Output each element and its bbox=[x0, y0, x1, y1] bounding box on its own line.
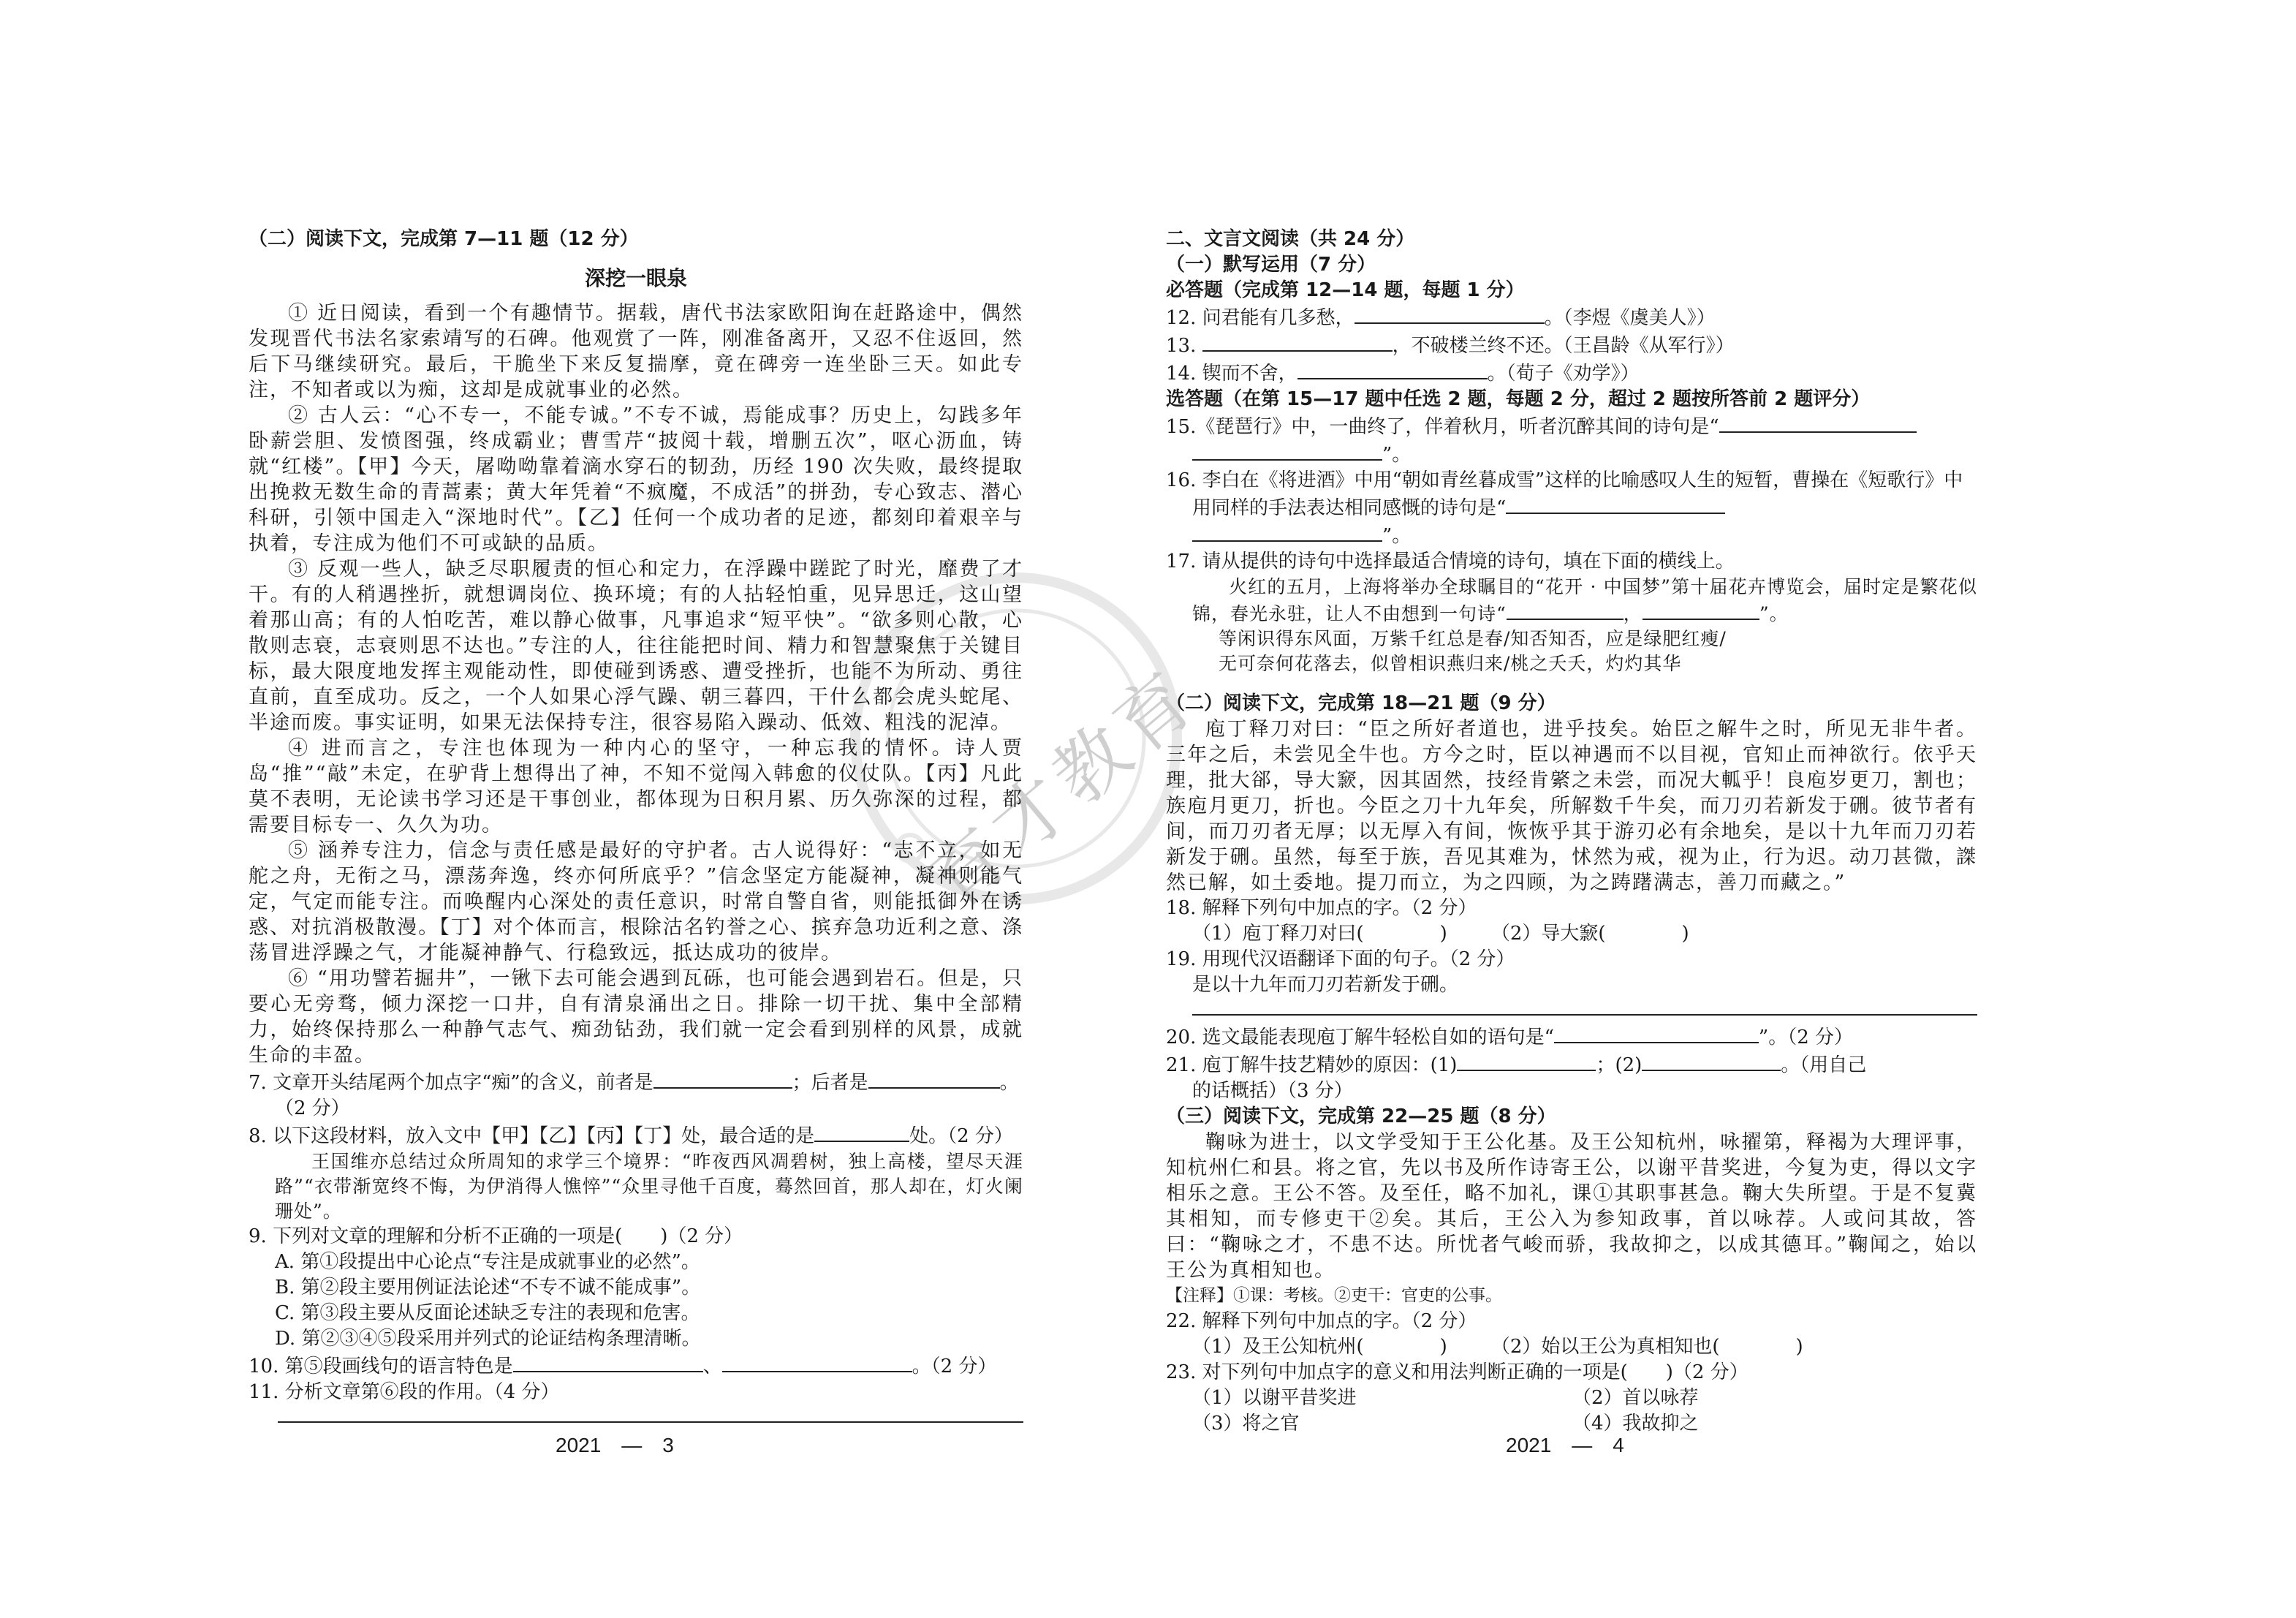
question-21: 21. 庖丁解牛技艺精妙的原因：(1) ；(2) 。（用自己 bbox=[1166, 1051, 1977, 1078]
answer-blank[interactable] bbox=[1355, 303, 1545, 324]
required-heading: 必答题（完成第 12—14 题，每题 1 分） bbox=[1166, 279, 1525, 301]
page-number-left: 2021 — 3 bbox=[556, 1434, 674, 1456]
question-21-cont: 的话概括）（3 分） bbox=[1192, 1080, 1353, 1102]
answer-blank[interactable] bbox=[1202, 331, 1393, 352]
option-d[interactable]: D. 第②③④⑤段采用并列式的论证结构条理清晰。 bbox=[275, 1328, 701, 1350]
answer-blank[interactable] bbox=[1297, 359, 1488, 379]
question-16-cont: ”。 bbox=[1166, 521, 1977, 549]
passage-2: 庖丁释刀对曰：“臣之所好者道也，进乎技矣。始臣之解牛之时，所见无非牛者。三年之后，未尝见全牛也。方今之时，臣以神遇而不以目视，官知止而神欲行。依乎天理，批大郤，导大窾，因其固然，技经肯綮之未尝，而况大軱乎！良庖岁更刀，割也；族庖月更刀，折也。今臣之刀十九年矣，所解数千牛矣，而刀刃若新发于硎。彼节者有间，而刀刃者无厚；以无厚入有间，恢恢乎其于游刃必有余地矣，是以十九年而刀刃若新发于硎。虽然，每至于族，吾见其难为，怵然为戒，视为止，行为迟。动刀甚微，謋然已解，如土委地。提刀而立，为之四顾，为之踌躇满志，善刀而藏之。” bbox=[1166, 718, 1977, 894]
answer-blank[interactable] bbox=[653, 1068, 792, 1089]
optional-heading: 选答题（在第 15—17 题中任选 2 题，每题 2 分，超过 2 题按所答前 2 题评分） bbox=[1166, 388, 1871, 410]
question-7-score: （2 分） bbox=[275, 1097, 350, 1119]
passage-3: 鞠咏为进士，以文学受知于王公化基。及王公知杭州，咏擢第，释褐为大理评事，知杭州仁和县。将之官，先以书及所作诗寄王公，以谢平昔奖进，今复为吏，得以文字相乐之意。王公不答。及至任，略不加礼，课①其职事甚急。鞠大失所望。于是不复冀其相知，而专修吏干②矣。其后，王公入为参知政事，首以咏荐。人或问其故，答曰：“鞠咏之才，不患不达。所忧者气峻而骄，我故抑之，以成其德耳。”鞠闻之，始以王公为真相知也。 bbox=[1166, 1131, 1977, 1282]
question-17-options-1: 等闲识得东风面，万紫千红总是春/知否知否，应是绿肥红瘦/ bbox=[1219, 628, 1727, 649]
paragraph-3: ③ 反观一些人，缺乏尽职履责的恒心和定力，在浮躁中蹉跎了时光，靡费了才干。有的人稍遇挫折，就想调岗位、换环境；有的人拈轻怕重，见异思迁，这山望着那山高；有的人怕吃苦，难以静心做事，凡事追求“短平快”。“欲多则心散，心散则志衰，志衰则思不达也。”专注的人，往往能把时间、精力和智慧聚焦于关键目标，最大限度地发挥主观能动性，即使碰到诱惑、遭受挫折，也能不为所动、勇往直前，直至成功。反之，一个人如果心浮气躁、朝三暮四，干什么都会虎头蛇尾、半途而废。事实证明，如果无法保持专注，很容易陷入躁动、低效、粗浅的泥淖。 bbox=[249, 558, 1023, 734]
watermark-text: 育才教育 bbox=[913, 652, 1215, 925]
question-13: 13. ，不破楼兰终不还。（王昌龄《从军行》） bbox=[1166, 331, 1977, 359]
question-22: 22. 解释下列句中加点的字。（2 分） bbox=[1166, 1310, 1477, 1332]
question-11: 11. 分析文章第⑥段的作用。（4 分） bbox=[249, 1381, 560, 1403]
answer-blank[interactable] bbox=[1506, 494, 1725, 514]
answer-line[interactable] bbox=[278, 1405, 1023, 1423]
section-heading: （二）阅读下文，完成第 7—11 题（12 分） bbox=[249, 228, 639, 250]
answer-blank[interactable] bbox=[814, 1122, 909, 1142]
question-17-options-2: 无可奈何花落去，似曾相识燕归来/桃之夭夭，灼灼其华 bbox=[1219, 653, 1682, 674]
page-number-right: 2021 — 4 bbox=[1506, 1434, 1624, 1456]
article-title: 深挖一眼泉 bbox=[584, 266, 687, 290]
answer-blank[interactable] bbox=[1192, 440, 1382, 461]
option-a[interactable]: A. 第①段提出中心论点“专注是成就事业的必然”。 bbox=[275, 1251, 700, 1273]
answer-line[interactable] bbox=[1192, 998, 1977, 1016]
answer-blank[interactable] bbox=[1554, 1023, 1759, 1043]
annotation-note: 【注释】①课：考核。②吏干：官吏的公事。 bbox=[1166, 1286, 1502, 1305]
left-page bbox=[249, 227, 1023, 1423]
answer-blank[interactable] bbox=[1192, 521, 1382, 542]
answer-blank[interactable] bbox=[1457, 1051, 1596, 1071]
option-b[interactable]: B. 第②段主要用例证法论述“不专不诚不能成事”。 bbox=[275, 1277, 701, 1298]
option-c[interactable]: C. 第③段主要从反面论述缺乏专注的表现和危害。 bbox=[275, 1302, 700, 1324]
question-22-items: （1）及王公知杭州( ) （2）始以王公为真相知也( ) bbox=[1192, 1336, 1803, 1358]
question-23-items-row2: （3）将之官 （4）我故抑之 bbox=[1192, 1413, 1699, 1434]
subsection-heading: （一）默写运用（7 分） bbox=[1166, 254, 1376, 276]
answer-blank[interactable] bbox=[868, 1068, 1000, 1089]
paragraph-1: ① 近日阅读，看到一个有趣情节。据载，唐代书法家欧阳询在赶路途中，偶然发现晋代书法名家索靖写的石碑。他观赏了一阵，刚准备离开，又忍不住返回，然后下马继续研究。最后，干脆坐下来反复揣摩，竟在碑旁一连坐卧三天。如此专注，不知者或以为痴，这却是成就事业的必然。 bbox=[249, 302, 1023, 401]
question-17: 17. 请从提供的诗句中选择最适合情境的诗句，填在下面的横线上。 bbox=[1166, 551, 1735, 572]
answer-blank[interactable] bbox=[1643, 600, 1759, 620]
answer-blank[interactable] bbox=[1507, 600, 1624, 620]
question-18: 18. 解释下列句中加点的字。（2 分） bbox=[1166, 897, 1477, 919]
question-15-cont: ”。 bbox=[1166, 440, 1977, 468]
question-12: 12. 问君能有几多愁， 。（李煜《虞美人》） bbox=[1166, 303, 1977, 331]
answer-blank[interactable] bbox=[1719, 412, 1917, 433]
paragraph-6: ⑥ “用功譬若掘井”，一锹下去可能会遇到瓦砾，也可能会遇到岩石。但是，只要心无旁骛，倾力深挖一口井，自有清泉涌出之日。排除一切干扰、集中全部精力，始终保持那么一种静气志气、痴劲钻劲，我们就一定会看到别样的风景，成就生命的丰盈。 bbox=[249, 967, 1023, 1067]
question-19-sentence: 是以十九年而刀刃若新发于硎。 bbox=[1192, 974, 1459, 996]
question-8-quote: 王国维亦总结过众所周知的求学三个境界：“昨夜西风凋碧树，独上高楼，望尽天涯路”“衣带渐宽终不悔，为伊消得人憔悴”“众里寻他千百度，蓦然回首，那人却在，灯火阑珊处”。 bbox=[275, 1151, 1023, 1222]
right-page bbox=[1166, 227, 1977, 1437]
question-10: 10. 第⑤段画线句的语言特色是 、 。（2 分） bbox=[249, 1352, 1023, 1380]
question-7: 7. 文章开头结尾两个加点字“痴”的含义，前者是 ；后者是 。 bbox=[249, 1068, 1023, 1096]
question-20: 20. 选文最能表现庖丁解牛轻松自如的语句是“ ”。（2 分） bbox=[1166, 1023, 1977, 1051]
section-heading: 二、文言文阅读（共 24 分） bbox=[1166, 228, 1415, 250]
question-17-context: 火红的五月，上海将举办全球瞩目的“花开 · 中国梦”第十届花卉博览会，届时定是繁花似锦，春光永驻，让人不由想到一句诗“ ， ”。 bbox=[1192, 576, 1977, 624]
answer-blank[interactable] bbox=[513, 1352, 703, 1372]
subsection-heading: （三）阅读下文，完成第 22—25 题（8 分） bbox=[1166, 1105, 1556, 1127]
question-16: 16. 李白在《将进酒》中用“朝如青丝暮成雪”这样的比喻感叹人生的短暂，曹操在《短歌行》中用同样的手法表达相同感慨的诗句是“ bbox=[1166, 469, 1963, 519]
paragraph-4: ④ 进而言之，专注也体现为一种内心的坚守，一种忘我的情怀。诗人贾岛“推”“敲”未定，在驴背上想得出了神，不知不觉闯入韩愈的仪仗队。【丙】凡此莫不表明，无论读书学习还是干事创业，都体现为日积月累、历久弥深的过程，都需要目标专一、久久为功。 bbox=[249, 737, 1023, 836]
answer-blank[interactable] bbox=[722, 1352, 912, 1372]
question-23: 23. 对下列句中加点字的意义和用法判断正确的一项是( )（2 分） bbox=[1166, 1361, 1748, 1383]
question-8: 8. 以下这段材料，放入文中【甲】【乙】【丙】【丁】处，最合适的是 处。（2 分） bbox=[249, 1122, 1023, 1149]
subsection-heading: （二）阅读下文，完成第 18—21 题（9 分） bbox=[1166, 692, 1556, 714]
question-15: 15.《琵琶行》中，一曲终了，伴着秋月，听者沉醉其间的诗句是“ bbox=[1166, 412, 1977, 440]
question-9: 9. 下列对文章的理解和分析不正确的一项是( )（2 分） bbox=[249, 1225, 743, 1247]
answer-blank[interactable] bbox=[1642, 1051, 1781, 1071]
question-19: 19. 用现代汉语翻译下面的句子。（2 分） bbox=[1166, 948, 1515, 970]
paragraph-2: ② 古人云：“心不专一，不能专诚。”不专不诚，焉能成事？历史上，勾践多年卧薪尝胆、发愤图强，终成霸业；曹雪芹“披阅十载，增删五次”，呕心沥血，铸就“红楼”。【甲】今天，屠呦呦靠着滴水穿石的韧劲，历经 190 次失败，最终提取出挽救无数生命的青蒿素；黄大年凭着“不疯魔，不成活”的拼劲，专心致志、潜心科研，引领中国走入“深地时代”。【乙】任何一个成功者的足迹，都刻印着艰辛与执着，专注成为他们不可或缺的品质。 bbox=[249, 404, 1023, 555]
paragraph-5: ⑤ 涵养专注力，信念与责任感是最好的守护者。古人说得好：“志不立，如无舵之舟，无衔之马，漂荡奔逸，终亦何所底乎？”信念坚定方能凝神，凝神则能气定，气定而能专注。而唤醒内心深处的责任意识，时常自警自省，则能抵御外在诱惑、对抗消极散漫。【丁】对个体而言，根除沽名钓誉之心、摈弃急功近利之意、涤荡冒进浮躁之气，才能凝神静气、行稳致远，抵达成功的彼岸。 bbox=[249, 839, 1023, 964]
question-14: 14. 锲而不舍， 。（荀子《劝学》） bbox=[1166, 359, 1977, 387]
question-23-items-row1: （1）以谢平昔奖进 （2）首以咏荐 bbox=[1192, 1387, 1699, 1409]
question-18-items: （1）庖丁释刀对曰( ) （2）导大窾( ) bbox=[1192, 923, 1689, 945]
